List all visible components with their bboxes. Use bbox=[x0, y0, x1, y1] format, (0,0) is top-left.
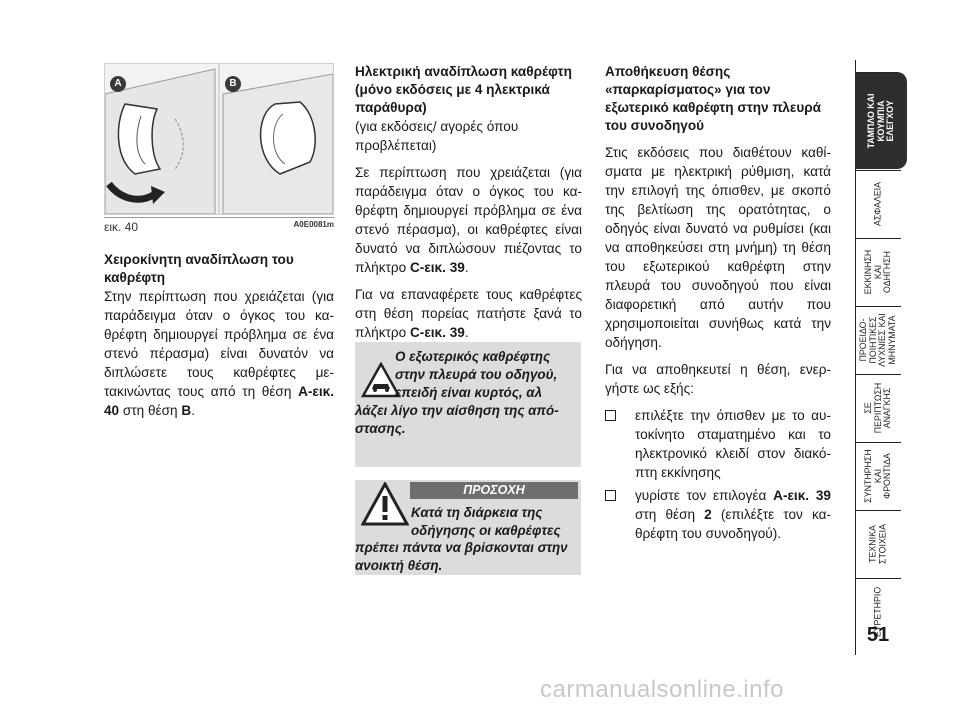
manual-fold-text: Στην περίπτωση που χρειάζεται (για παράδειγμα όταν ο όγκος του καθρέφτη δημιουργεί πρόβλημα σε ένα στενό πέρασμα) είναι δυνατόν να διπλώσετε τους καθρέφτες μετακινώντας τους από τη θέση A-εικ. 40 στη θέση B. bbox=[104, 289, 334, 418]
warning-text: Κατά τη διάρκεια της οδήγησης οι καθρέφτες πρέπει πάντα να βρίσκονται στην ανοικτή θέση. bbox=[355, 505, 568, 573]
figure-code: A0E0081m bbox=[293, 220, 334, 229]
parking-position-p1: Στις εκδόσεις που διαθέτουν καθίσματα με ηλεκτρική ρύθμιση, κατά την επιλογή της όπισθεν, με σκοπό της βελτίωση της ορατότητας, ο οδηγός είναι δυνατό να ρυθμίσει (και να αποθηκεύσει στη μνήμη) τη θέση του εξωτερικού καθρέφτη στην πλευρά του συνοδηγού που είναι διαφορετική από αυτήν που χρησιμοποιείται συνήθως κατά την οδήγηση. bbox=[605, 145, 831, 350]
badge-b: B bbox=[225, 76, 241, 92]
electric-fold-heading: Ηλεκτρική αναδίπλωση καθρέφτη (μόνο εκδόσεις με 4 ηλεκτρικά παράθυρα) bbox=[355, 64, 572, 115]
tab-emergency[interactable]: ΣΕ ΠΕΡΙΠΤΩΣΗ ΑΝΑΓΚΗΣ bbox=[855, 374, 901, 441]
tab-safety[interactable]: ΑΣΦΑΛΕΙΑ bbox=[855, 170, 901, 237]
electric-fold-subheading: (για εκδόσεις/ αγορές όπου προβλέπεται) bbox=[355, 119, 519, 153]
column-1 bbox=[104, 251, 334, 428]
column-2 bbox=[355, 63, 582, 350]
note-text: Ο εξωτερικός καθρέφτης στην πλευρά του οδηγού, επειδή είναι κυρτός, αλ λάζει λίγο την αίσθηση της απόστασης. bbox=[355, 349, 559, 436]
parking-steps-list bbox=[605, 406, 831, 543]
checkbox-bullet-icon bbox=[605, 410, 616, 421]
tab-technical-data[interactable]: ΤΕΧΝΙΚΑ ΣΤΟΙΧΕΙΑ bbox=[855, 510, 901, 577]
watermark: carmanualsonline.info bbox=[540, 676, 784, 703]
mirror-illustration bbox=[105, 64, 333, 214]
section-tabs bbox=[855, 44, 905, 664]
manual-fold-heading: Χειροκίνητη αναδίπλωση του καθρέφτη bbox=[104, 252, 294, 285]
figure-caption-text: εικ. 40 bbox=[104, 220, 139, 234]
figure-caption bbox=[104, 217, 334, 234]
electric-fold-p1: Σε περίπτωση που χρειάζεται (για παράδειγμα όταν ο όγκος του καθρέφτη δημιουργεί πρόβλημα σε ένα στενό πέρασμα), οι καθρέφτες είναι δυνατό να διπλώσουν πιέζοντας το πλήκτρο C-εικ. 39. bbox=[355, 165, 582, 275]
tab-index[interactable]: ΕΥΡΕΤΗΡΙΟ bbox=[855, 578, 901, 645]
tab-dashboard[interactable]: ΤΑΜΠΛΟ ΚΑΙ ΚΟΥΜΠΙΑ ΕΛΕΓΧΟΥ bbox=[855, 72, 907, 169]
checkbox-bullet-icon bbox=[605, 490, 616, 501]
parking-position-p2: Για να αποθηκευτεί η θέση, ενεργήστε ως εξής: bbox=[605, 362, 831, 396]
tab-warning-lights[interactable]: ΠΡΟΕΙΔΟ- ΠΟΙΗΤΙΚΕΣ ΛΥΧΝΙΕΣ ΚΑΙ ΜΗΝΥΜΑΤΑ bbox=[855, 306, 901, 373]
parking-position-heading: Αποθήκευση θέσης «παρκαρίσματος» για τον εξωτερικό καθρέφτη στην πλευρά του συνοδηγού bbox=[605, 64, 821, 133]
electric-fold-p2: Για να επαναφέρετε τους καθρέφτες στη θέση πορείας πατήστε ξανά το πλήκτρο C-εικ. 39. bbox=[355, 287, 582, 340]
figure-mirror-fold bbox=[104, 63, 334, 215]
badge-a: A bbox=[110, 76, 126, 92]
column-3 bbox=[605, 63, 831, 547]
warning-header: ΠΡΟΣΟΧΗ bbox=[410, 482, 578, 499]
list-item: επιλέξτε την όπισθεν με το αυτοκίνητο σταματημένο και το ηλεκτρονικό κλειδί στον διακόπτη εκκίνησης bbox=[605, 406, 831, 482]
page-number: 51 bbox=[866, 624, 890, 646]
tab-maintenance[interactable]: ΣΥΝΤΗΡΗΣΗ ΚΑΙ ΦΡΟΝΤΙΔΑ bbox=[855, 442, 901, 509]
list-item: γυρίστε τον επιλογέα A-εικ. 39 στη θέση 2 (επιλέξτε τον καθρέφτη του συνοδηγού). bbox=[605, 486, 831, 543]
tab-starting-driving[interactable]: ΕΚΚΙΝΗΣΗ ΚΑΙ ΟΔΗΓΗΣΗ bbox=[855, 238, 901, 305]
